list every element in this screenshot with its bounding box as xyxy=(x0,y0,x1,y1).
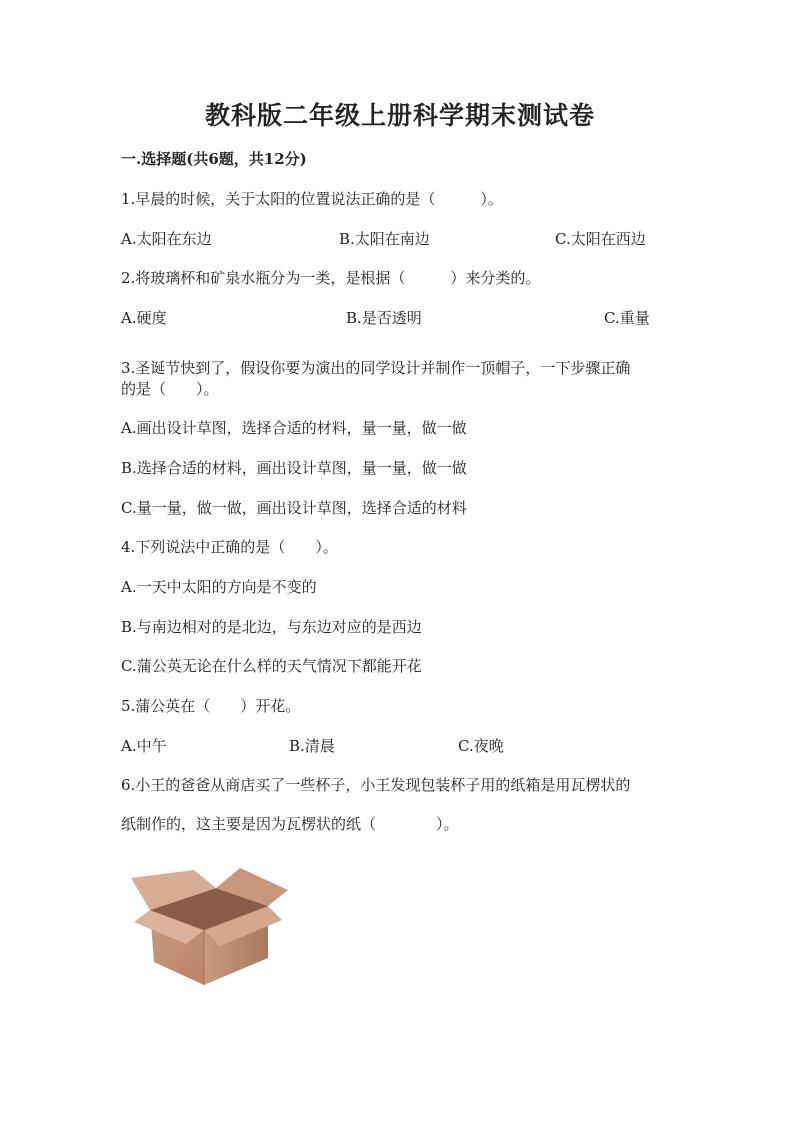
q5-option-a: A.中午 xyxy=(121,737,167,755)
section-heading: 一.选择题(共6题，共12分) xyxy=(121,150,307,168)
question-2: 2.将玻璃杯和矿泉水瓶分为一类，是根据（ ）来分类的。 xyxy=(121,269,541,287)
q4-option-a: A.一天中太阳的方向是不变的 xyxy=(121,578,317,596)
q5-option-c: C.夜晚 xyxy=(458,737,504,755)
question-1: 1.早晨的时候，关于太阳的位置说法正确的是（ ）。 xyxy=(121,190,503,208)
question-3-line-2: 的是（ ）。 xyxy=(121,380,219,398)
question-3-line-1: 3.圣诞节快到了，假设你要为演出的同学设计并制作一顶帽子，一下步骤正确 xyxy=(121,359,631,377)
q4-option-c: C.蒲公英无论在什么样的天气情况下都能开花 xyxy=(121,657,422,675)
q2-option-c: C.重量 xyxy=(604,309,650,327)
q5-option-b: B.清晨 xyxy=(289,737,335,755)
q2-option-a: A.硬度 xyxy=(121,309,167,327)
question-5: 5.蒲公英在（ ）开花。 xyxy=(121,697,301,715)
q3-option-b: B.选择合适的材料，画出设计草图，量一量，做一做 xyxy=(121,459,467,477)
page-title: 教科版二年级上册科学期末测试卷 xyxy=(204,101,595,130)
q1-option-c: C.太阳在西边 xyxy=(555,230,646,248)
q3-option-c: C.量一量，做一做，画出设计草图，选择合适的材料 xyxy=(121,499,467,517)
question-6-line-1: 6.小王的爸爸从商店买了一些杯子，小王发现包装杯子用的纸箱是用瓦楞状的 xyxy=(121,776,631,794)
q2-option-b: B.是否透明 xyxy=(346,309,422,327)
q4-option-b: B.与南边相对的是北边，与东边对应的是西边 xyxy=(121,618,422,636)
q1-option-b: B.太阳在南边 xyxy=(339,230,430,248)
cardboard-box-image xyxy=(128,868,290,988)
q3-option-a: A.画出设计草图，选择合适的材料，量一量，做一做 xyxy=(121,419,467,437)
q1-option-a: A.太阳在东边 xyxy=(121,230,212,248)
question-6-line-2: 纸制作的，这主要是因为瓦楞状的纸（ ）。 xyxy=(121,815,459,833)
question-4: 4.下列说法中正确的是（ ）。 xyxy=(121,538,338,556)
